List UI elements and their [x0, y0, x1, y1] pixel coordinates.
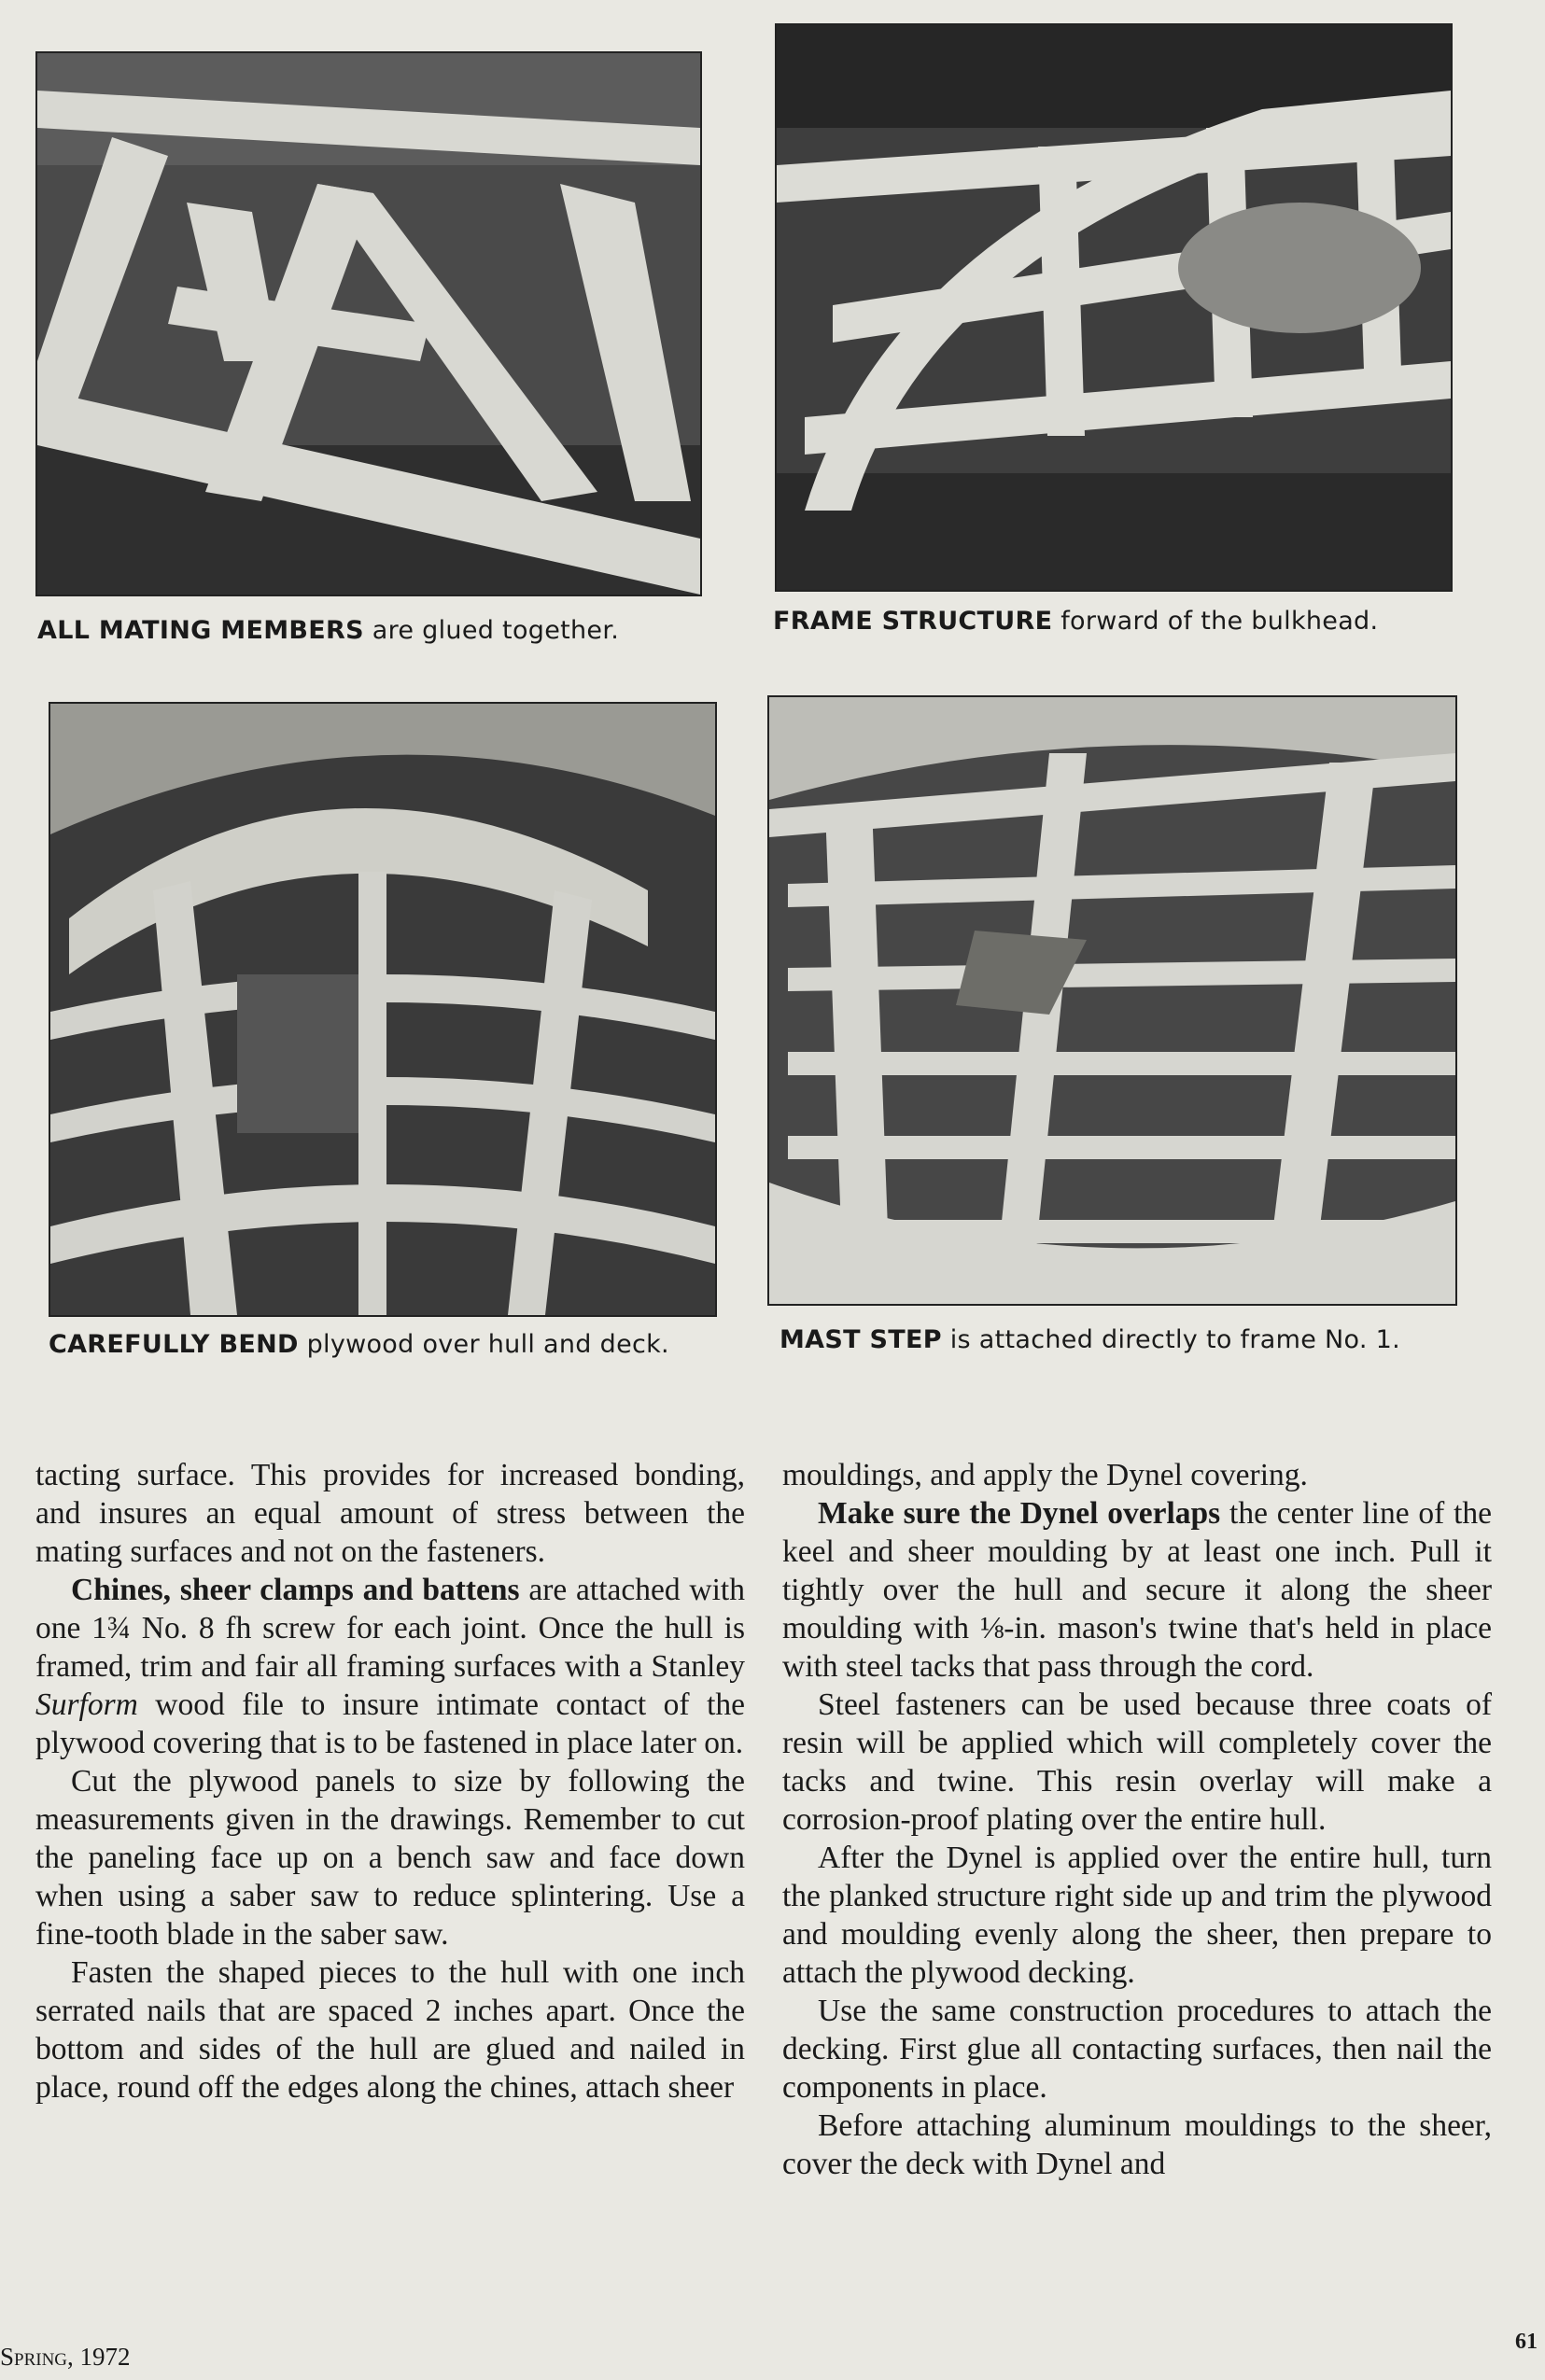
- paragraph: mouldings, and apply the Dynel covering.: [782, 1458, 1308, 1492]
- caption-mating-members: [37, 616, 619, 645]
- paragraph: Steel fasteners can be used because three coats of resin will be applied which will completely cover the tacks and twine. This resin overlay will make a corrosion-proof plating over the entire hull.: [782, 1687, 1492, 1837]
- paragraph: tacting surface. This provides for increased bonding, and insures an equal amount of stress between the mating surfaces and not on the fasteners.: [35, 1458, 745, 1569]
- paragraph: Before attaching aluminum mouldings to the sheer, cover the deck with Dynel and: [782, 2108, 1492, 2181]
- paragraph-lead: Make sure the Dynel overlaps: [818, 1496, 1221, 1531]
- right-column: [782, 1456, 1492, 2183]
- paragraph-text: wood file to insure intimate contact of the plywood covering that is to be fastened in place later on.: [35, 1687, 745, 1760]
- paragraph: Cut the plywood panels to size by following the measurements given in the drawings. Remember to cut the paneling face up on a bench saw and face down when using a saber saw to reduce splintering. Use a fine-tooth blade in the saber saw.: [35, 1764, 745, 1952]
- paragraph: After the Dynel is applied over the entire hull, turn the planked structure right side up and trim the plywood and moulding evenly along the sheer, then prepare to attach the plywood decking.: [782, 1841, 1492, 1990]
- caption-bold: CAREFULLY BEND: [49, 1330, 299, 1359]
- paragraph-lead: Chines, sheer clamps and battens: [71, 1573, 520, 1607]
- issue-date: Spring, 1972: [0, 2343, 131, 2371]
- caption-bold: MAST STEP: [780, 1325, 942, 1354]
- paragraph: [782, 1494, 1492, 1686]
- photo-frame-structure: [775, 23, 1453, 592]
- paragraph: [35, 1571, 745, 1762]
- paragraph: Use the same construction procedures to attach the decking. First glue all contacting surfaces, then nail the components in place.: [782, 1994, 1492, 2105]
- paragraph-text: are attached with one 1¾ No. 8 fh screw for each joint. Once the hull is framed, trim and fair all framing surfaces with a Stanley: [35, 1573, 745, 1684]
- caption-mast-step: [780, 1325, 1400, 1354]
- caption-frame-structure: [773, 607, 1378, 636]
- photo-mast-step: [767, 695, 1457, 1306]
- caption-text: is attached directly to frame No. 1.: [941, 1325, 1400, 1354]
- caption-text: are glued together.: [363, 616, 620, 645]
- caption-text: forward of the bulkhead.: [1052, 607, 1379, 636]
- photo-mating-members: [35, 51, 702, 596]
- left-column: [35, 1456, 745, 2107]
- page-number: 61: [1515, 2330, 1538, 2354]
- photo-bend-plywood: [49, 702, 717, 1317]
- caption-bold: FRAME STRUCTURE: [773, 607, 1053, 636]
- caption-text: plywood over hull and deck.: [298, 1330, 669, 1359]
- paragraph-text: the center line of the keel and sheer moulding by at least one inch. Pull it tightly over the hull and secure it along the sheer moulding with ⅛-in. mason's twine that's held in place with steel tacks that pass through the cord.: [782, 1496, 1492, 1684]
- brand-name: Surform: [35, 1687, 138, 1722]
- paragraph: Fasten the shaped pieces to the hull with one inch serrated nails that are spaced 2 inches apart. Once the bottom and sides of the hull are glued and nailed in place, round off the edges along the chines, attach sheer: [35, 1955, 745, 2105]
- caption-bend-plywood: [49, 1330, 669, 1359]
- caption-bold: ALL MATING MEMBERS: [37, 616, 364, 645]
